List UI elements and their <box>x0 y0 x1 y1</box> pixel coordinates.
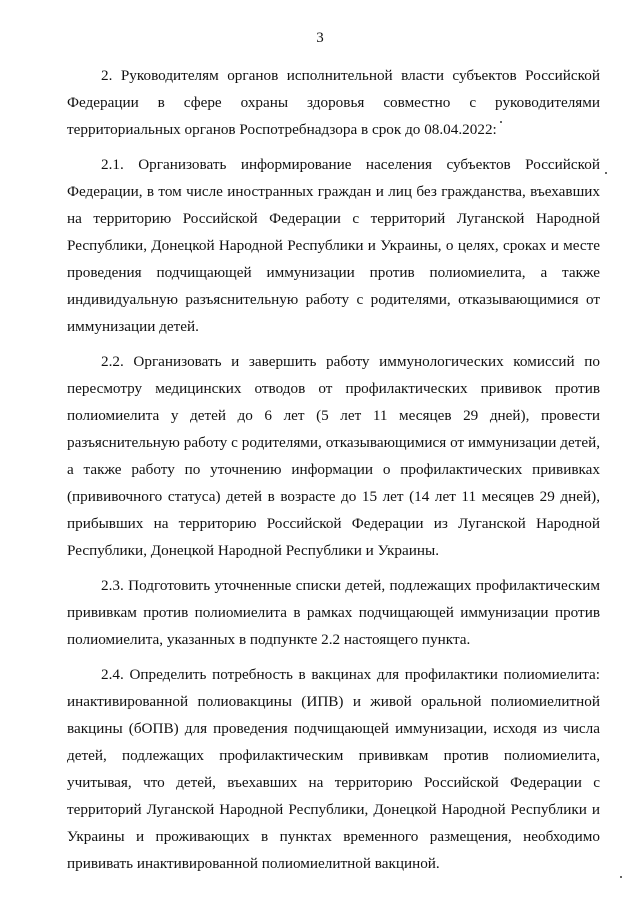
scan-speck <box>620 876 622 878</box>
scan-speck <box>605 172 607 174</box>
paragraph-2-3: 2.3. Подготовить уточненные списки детей, подлежащих профилактическим прививкам против полиомиелита в рамках подчищающей иммунизации против полиомиелита, указанных в подпункте 2.2 настоящего пункта. <box>67 577 600 648</box>
scan-speck <box>500 121 502 123</box>
paragraph-2-2: 2.2. Организовать и завершить работу иммунологических комиссий по пересмотру медицинских отводов от профилактических прививок против полиомиелита у детей до 6 лет (5 лет 11 месяцев 29 дней), провести разъяснительную работу с родителями, отказывающимися от иммунизации детей, а также работу по уточнению информации о профилактических прививках (прививочного статуса) детей в возрасте до 15 лет (14 лет 11 месяцев 29 дней), прибывших на территорию Российской Федерации из Луганской Народной Республики, Донецкой Народной Республики и Украины. <box>67 353 600 559</box>
paragraph-2: 2. Руководителям органов исполнительной власти субъектов Российской Федерации в сфере охраны здоровья совместно с руководителями территориальных органов Роспотребнадзора в срок до 08.04.2022: <box>67 67 600 138</box>
page-number: 3 <box>316 30 324 46</box>
paragraph-2-4: 2.4. Определить потребность в вакцинах для профилактики полиомиелита: инактивированной полиовакцины (ИПВ) и живой оральной полиомиелитной вакцины (бОПВ) для проведения подчищающей иммунизации, исходя из числа детей, подлежащих профилактическим прививкам против полиомиелита, учитывая, что детей, въехавших на территорию Российской Федерации с территорий Луганской Народной Республики, Донецкой Народной Республики и Украины и проживающих в пунктах временного размещения, необходимо прививать инактивированной полиомиелитной вакциной. <box>67 666 600 872</box>
document-body <box>67 62 600 877</box>
paragraph-2-1: 2.1. Организовать информирование населения субъектов Российской Федерации, в том числе иностранных граждан и лиц без гражданства, въехавших на территорию Российской Федерации с территорий Луганской Народной Республики, Донецкой Народной Республики и Украины, о целях, сроках и месте проведения подчищающей иммунизации против полиомиелита, а также индивидуальную разъяснительную работу с родителями, отказывающимися от иммунизации детей. <box>67 156 600 335</box>
